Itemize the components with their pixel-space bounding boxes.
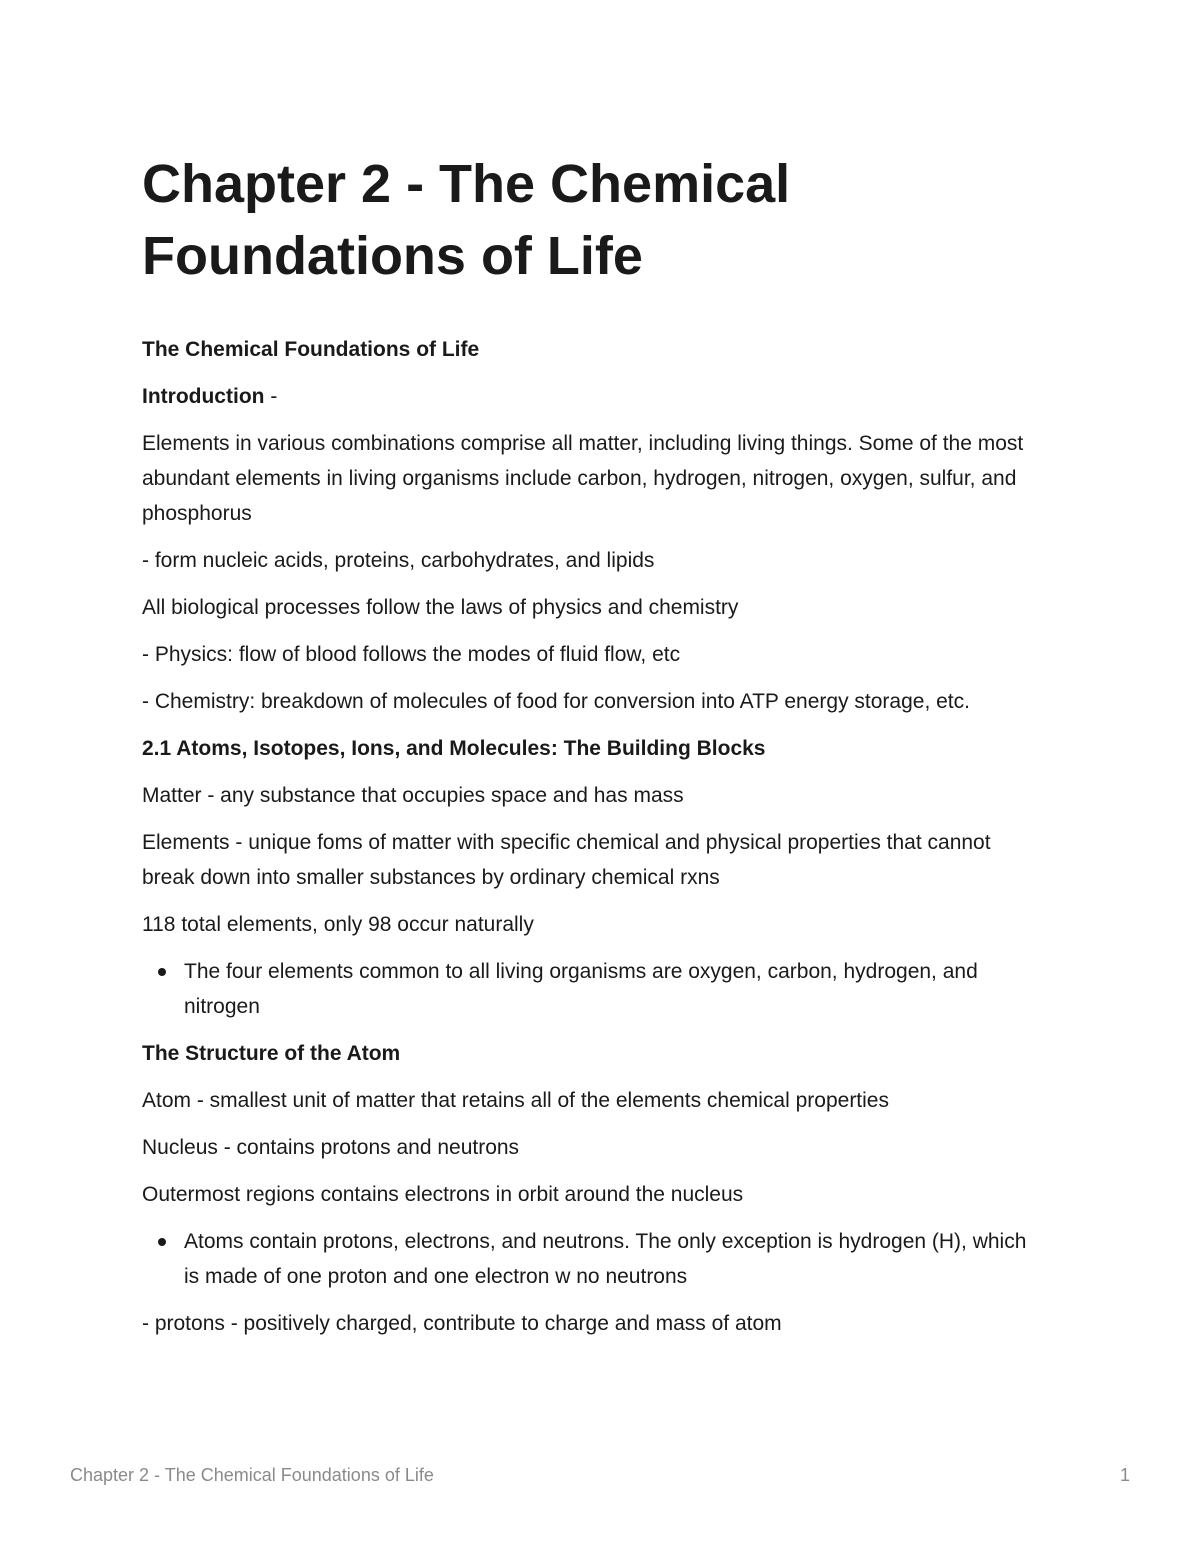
elements-definition: Elements - unique foms of matter with specific chemical and physical properties that cannot break down into smaller substances by ordinary chemical rxns [142, 831, 991, 889]
document-body [142, 148, 1042, 1353]
page-number: 1 [1119, 1465, 1130, 1485]
intro-dash-line: - form nucleic acids, proteins, carbohydrates, and lipids [142, 549, 655, 572]
intro-label: Introduction [142, 385, 265, 408]
footer-title: Chapter 2 - The Chemical Foundations of Life [70, 1465, 434, 1485]
outermost-text: Outermost regions contains electrons in orbit around the nucleus [142, 1183, 744, 1206]
protons-line: - protons - positively charged, contribute to charge and mass of atom [142, 1312, 782, 1335]
nucleus-definition: Nucleus - contains protons and neutrons [142, 1136, 520, 1159]
page-footer [70, 1465, 1130, 1486]
total-elements: 118 total elements, only 98 occur naturally [142, 913, 534, 936]
bullet-list-atoms [142, 1224, 1042, 1294]
intro-dash: - [264, 385, 278, 408]
physics-line: - Physics: flow of blood follows the modes of fluid flow, etc [142, 643, 681, 666]
section-heading-2-1: 2.1 Atoms, Isotopes, Ions, and Molecules: The Building Blocks [142, 737, 766, 760]
heading-main: The Chemical Foundations of Life [142, 338, 480, 361]
bullet-list-elements [142, 954, 1042, 1024]
list-item: Atoms contain protons, electrons, and neutrons. The only exception is hydrogen (H), which is made of one proton and one electron w no neutrons [142, 1224, 1042, 1294]
matter-definition: Matter - any substance that occupies space and has mass [142, 784, 684, 807]
intro-paragraph: Elements in various combinations comprise all matter, including living things. Some of the most abundant elements in living organisms include carbon, hydrogen, nitrogen, oxygen, sulfur, and phosphorus [142, 432, 1024, 525]
section-heading-atom-structure: The Structure of the Atom [142, 1042, 401, 1065]
list-item: The four elements common to all living organisms are oxygen, carbon, hydrogen, and nitrogen [142, 954, 1042, 1024]
chemistry-line: - Chemistry: breakdown of molecules of food for conversion into ATP energy storage, etc. [142, 690, 970, 713]
intro-heading [142, 379, 1042, 414]
processes-text: All biological processes follow the laws of physics and chemistry [142, 596, 739, 619]
atom-definition: Atom - smallest unit of matter that retains all of the elements chemical properties [142, 1089, 889, 1112]
page-title: Chapter 2 - The Chemical Foundations of Life [142, 154, 791, 286]
